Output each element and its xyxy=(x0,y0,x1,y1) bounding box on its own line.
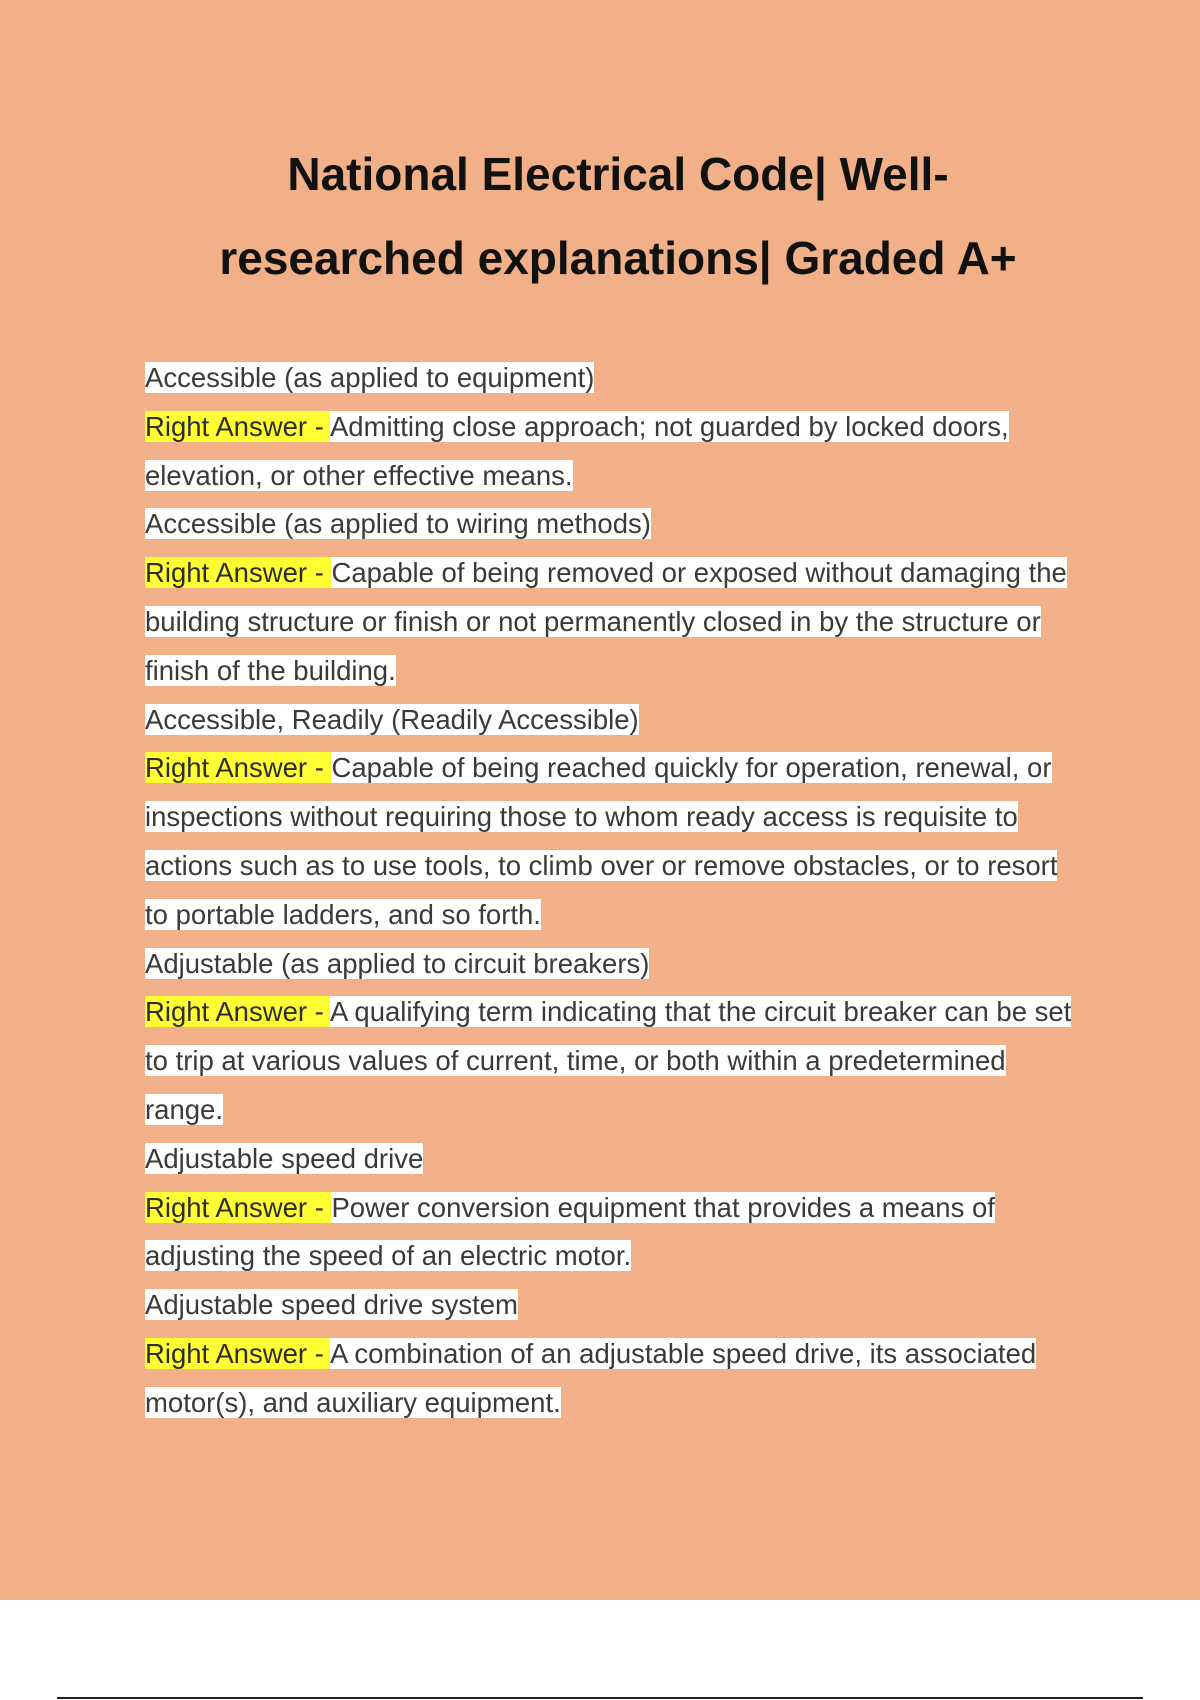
right-answer-label: Right Answer - xyxy=(145,557,332,589)
term xyxy=(145,1135,1085,1184)
qa-item-adjustable-speed-drive-system xyxy=(145,1281,1085,1427)
document-title-line-1: National Electrical Code| Well- xyxy=(287,148,949,200)
term xyxy=(145,696,1085,745)
answer-text: A combination of an adjustable speed drive, its associated motor(s), and auxiliary equipment. xyxy=(145,1337,1037,1418)
document-title-line-2: researched explanations| Graded A+ xyxy=(219,232,1017,284)
term xyxy=(145,1281,1085,1330)
answer xyxy=(145,1184,1085,1282)
answer xyxy=(145,744,1085,939)
term-text: Adjustable speed drive system xyxy=(145,1289,518,1321)
qa-list xyxy=(145,354,1085,1428)
qa-item-readily-accessible xyxy=(145,696,1085,940)
footer-divider xyxy=(57,1697,1143,1699)
term-text: Accessible (as applied to wiring methods) xyxy=(145,508,651,540)
qa-item-adjustable-speed-drive xyxy=(145,1135,1085,1281)
right-answer-label: Right Answer - xyxy=(145,1191,332,1223)
answer xyxy=(145,549,1085,695)
answer xyxy=(145,988,1085,1134)
term-text: Adjustable speed drive xyxy=(145,1142,424,1174)
term xyxy=(145,500,1085,549)
qa-item-accessible-equipment xyxy=(145,354,1085,500)
right-answer-label: Right Answer - xyxy=(145,752,332,784)
qa-item-adjustable-circuit-breakers xyxy=(145,940,1085,1135)
answer-text: A qualifying term indicating that the circuit breaker can be set to trip at various values of current, time, or both within a predetermined range. xyxy=(145,996,1072,1125)
right-answer-label: Right Answer - xyxy=(145,410,330,442)
qa-item-accessible-wiring-methods xyxy=(145,500,1085,695)
answer xyxy=(145,403,1085,501)
answer-text: Capable of being removed or exposed without damaging the building structure or finish or not permanently closed in by the structure or finish of the building. xyxy=(145,557,1067,686)
document-title xyxy=(120,132,1116,300)
right-answer-label: Right Answer - xyxy=(145,1337,330,1369)
answer-text: Power conversion equipment that provides a means of adjusting the speed of an electric motor. xyxy=(145,1191,995,1272)
term xyxy=(145,354,1085,403)
answer xyxy=(145,1330,1085,1428)
term-text: Adjustable (as applied to circuit breakers) xyxy=(145,947,650,979)
term-text: Accessible, Readily (Readily Accessible) xyxy=(145,703,639,735)
term-text: Accessible (as applied to equipment) xyxy=(145,362,595,393)
answer-text: Capable of being reached quickly for operation, renewal, or inspections without requiring those to whom ready access is requisite to actions such as to use tools, to climb over or remove obstacles, or to resort to portable ladders, and so forth. xyxy=(145,752,1058,930)
term xyxy=(145,940,1085,989)
right-answer-label: Right Answer - xyxy=(145,996,330,1028)
answer-text: Admitting close approach; not guarded by locked doors, elevation, or other effective means. xyxy=(145,410,1009,491)
